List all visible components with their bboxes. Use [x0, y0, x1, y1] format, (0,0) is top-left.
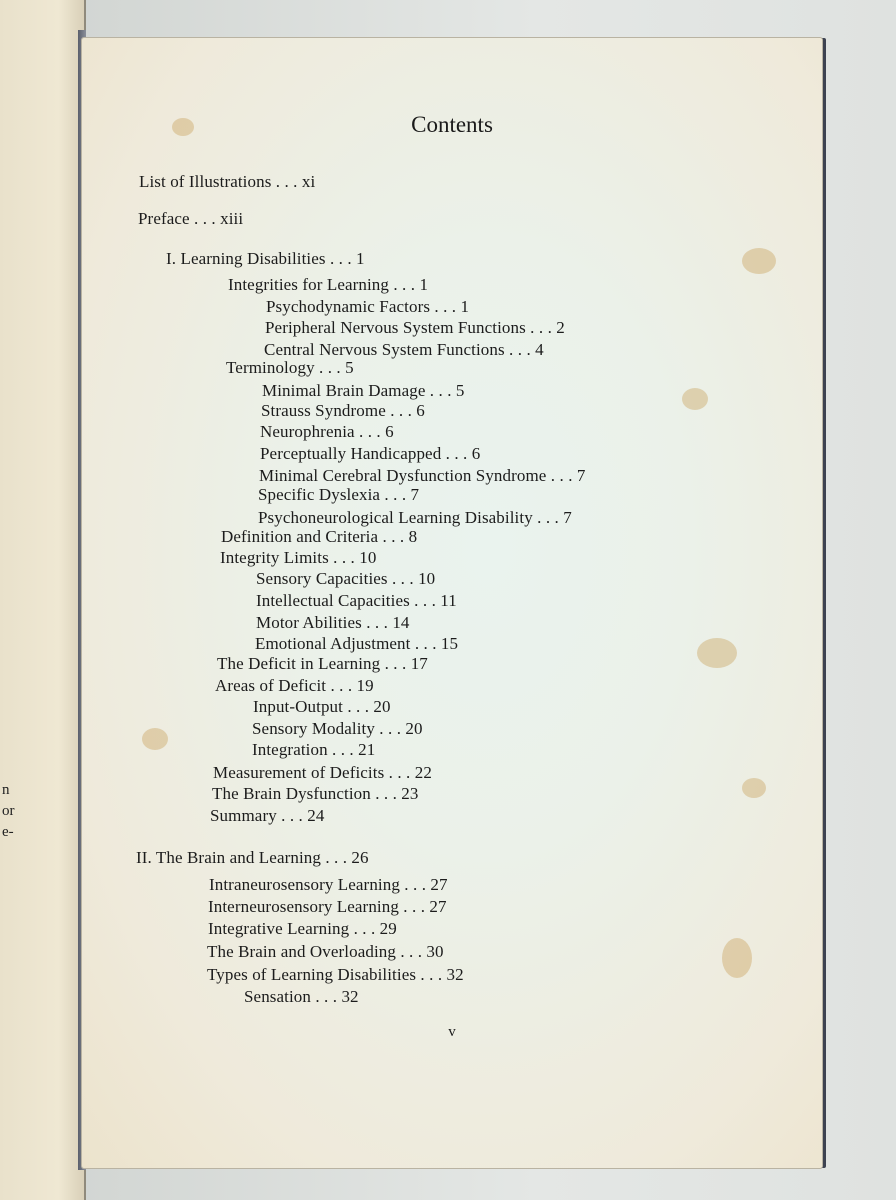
toc-entry: Types of Learning Disabilities . . . 32 [207, 965, 464, 984]
toc-entry: Central Nervous System Functions . . . 4 [264, 340, 544, 359]
toc-entry: Neurophrenia . . . 6 [260, 422, 394, 441]
toc-entry: Integrity Limits . . . 10 [220, 548, 377, 567]
page-number: v [448, 1024, 456, 1040]
foxing-spot [722, 938, 752, 978]
contents-page [82, 38, 822, 1168]
facing-page-fragment: e- [2, 824, 14, 840]
toc-entry: Integrities for Learning . . . 1 [228, 275, 429, 294]
toc-entry: Sensory Modality . . . 20 [252, 719, 423, 738]
toc-entry: Integration . . . 21 [252, 740, 376, 759]
toc-entry: Summary . . . 24 [210, 806, 325, 825]
toc-entry: I. Learning Disabilities . . . 1 [166, 249, 365, 268]
toc-entry: Emotional Adjustment . . . 15 [255, 634, 459, 653]
facing-page [0, 0, 86, 1200]
toc-entry: Intraneurosensory Learning . . . 27 [209, 875, 448, 894]
toc-entry: Input-Output . . . 20 [253, 697, 391, 716]
toc-entry: Specific Dyslexia . . . 7 [258, 485, 420, 504]
toc-entry: Areas of Deficit . . . 19 [215, 676, 374, 695]
toc-entry: The Deficit in Learning . . . 17 [217, 654, 428, 673]
facing-page-fragment: n [2, 782, 10, 798]
toc-entry: Perceptually Handicapped . . . 6 [260, 444, 481, 463]
toc-entry: The Brain and Overloading . . . 30 [207, 942, 444, 961]
toc-entry: The Brain Dysfunction . . . 23 [212, 784, 419, 803]
toc-entry: Measurement of Deficits . . . 22 [213, 763, 432, 782]
page-title: Contents [411, 112, 493, 137]
toc-entry: Minimal Cerebral Dysfunction Syndrome . . . 7 [259, 466, 586, 485]
toc-entry: Psychodynamic Factors . . . 1 [266, 297, 470, 316]
toc-entry: Definition and Criteria . . . 8 [221, 527, 418, 546]
toc-entry: Terminology . . . 5 [226, 358, 354, 377]
toc-entry: Preface . . . xiii [138, 209, 244, 228]
foxing-spot [742, 248, 776, 274]
toc-entry: Minimal Brain Damage . . . 5 [262, 381, 465, 400]
toc-entry: Peripheral Nervous System Functions . . . 2 [265, 318, 565, 337]
toc-entry: Interneurosensory Learning . . . 27 [208, 897, 447, 916]
toc-entry: List of Illustrations . . . xi [139, 172, 316, 191]
foxing-spot [742, 778, 766, 798]
toc-entry: Sensory Capacities . . . 10 [256, 569, 436, 588]
toc-entry: Psychoneurological Learning Disability . . . 7 [258, 508, 572, 527]
foxing-spot [142, 728, 168, 750]
toc-entry: Motor Abilities . . . 14 [256, 613, 410, 632]
toc-entry: Sensation . . . 32 [244, 987, 359, 1006]
toc-entry: Strauss Syndrome . . . 6 [261, 401, 425, 420]
foxing-spot [682, 388, 708, 410]
toc-entry: Intellectual Capacities . . . 11 [256, 591, 457, 610]
toc-entry: II. The Brain and Learning . . . 26 [136, 848, 369, 867]
foxing-spot [697, 638, 737, 668]
facing-page-fragment: or [2, 803, 15, 819]
toc-entry: Integrative Learning . . . 29 [208, 919, 397, 938]
